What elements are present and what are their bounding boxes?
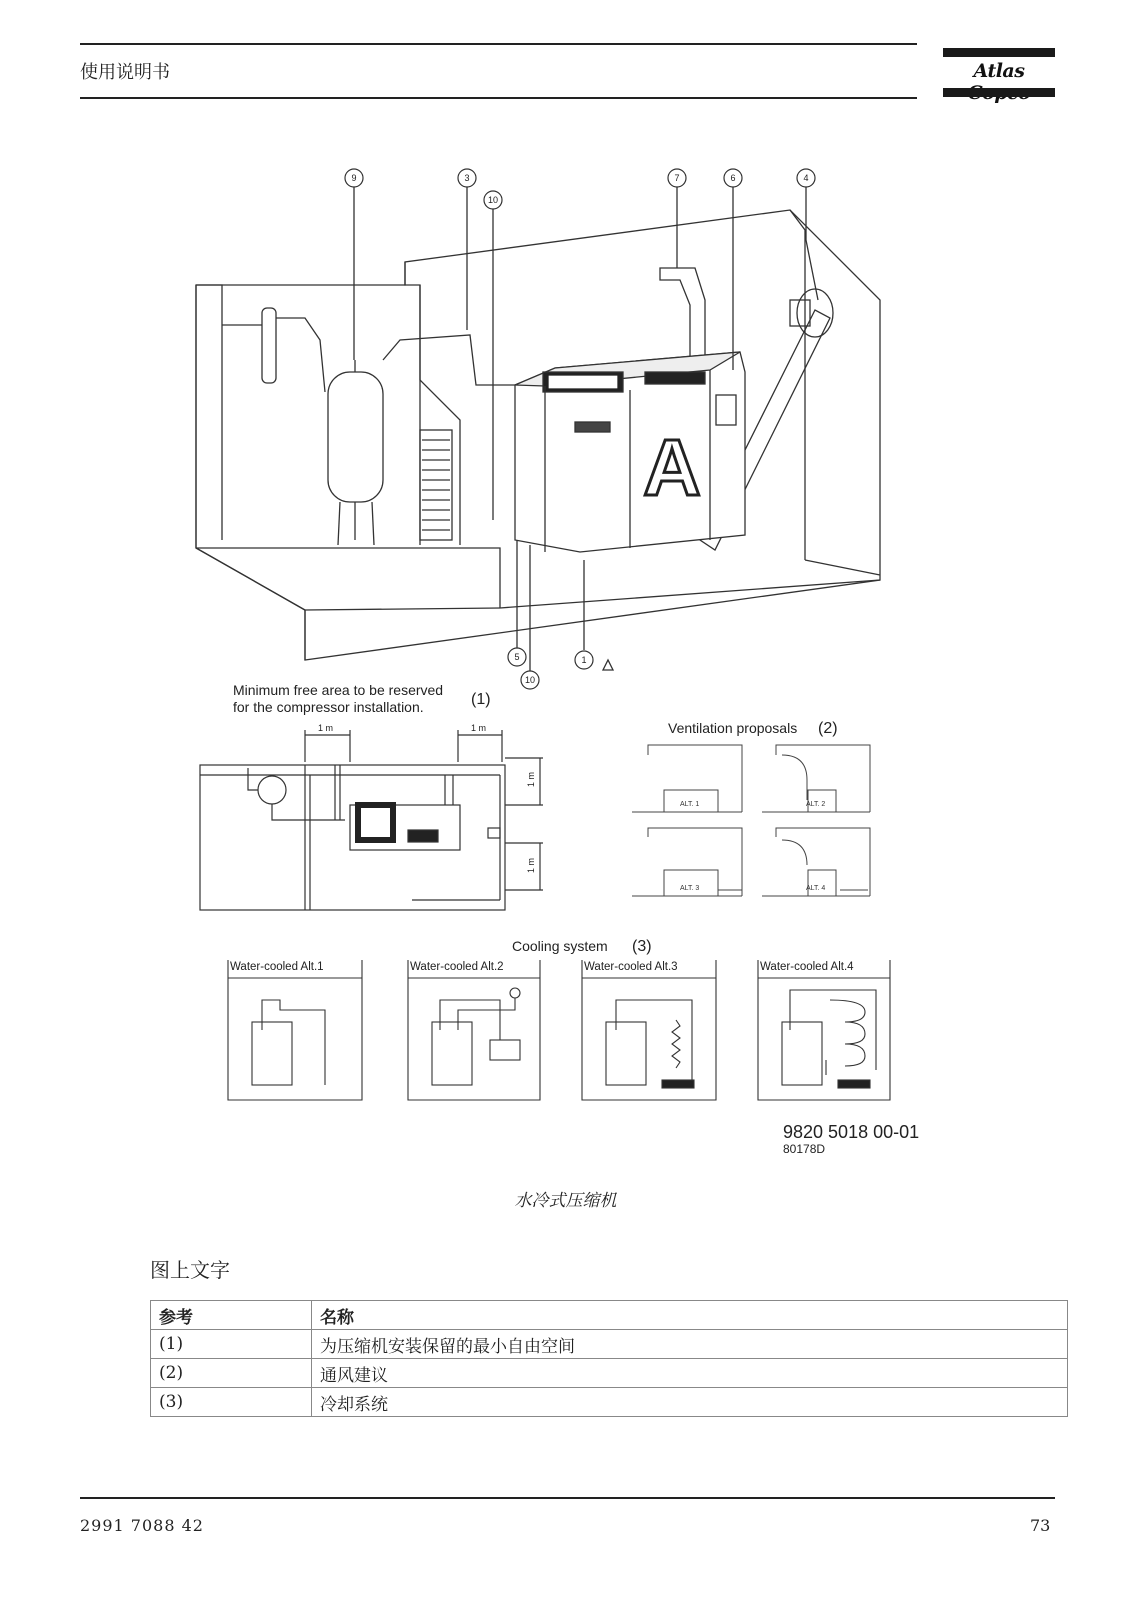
callout-10-top: 10 (487, 195, 499, 205)
reference-table (150, 1300, 1068, 1417)
logo-text: Atlas (973, 60, 1025, 82)
drawing-number: 9820 5018 00-01 (783, 1122, 920, 1142)
footer-rule (80, 1497, 1055, 1499)
compressor-unit (515, 352, 745, 552)
section3-title: Cooling system (512, 938, 608, 954)
alt-label-1: ALT. 1 (680, 801, 700, 808)
section1-title-line2: for the compressor installation. (233, 699, 424, 715)
alt-label-4: ALT. 4 (806, 885, 826, 892)
table-cell-ref: (2) (151, 1359, 312, 1388)
table-row (151, 1388, 1068, 1417)
cooling-systems (228, 960, 890, 1100)
machine-letter: A (643, 423, 701, 512)
callout-10-bottom: 10 (524, 675, 536, 685)
section2-title: Ventilation proposals (668, 720, 798, 736)
dim-label-3: 1 m (526, 771, 536, 787)
ventilation-proposals (632, 745, 870, 896)
table-header-name: 名称 (312, 1301, 1068, 1330)
drawing-code: 80178D (783, 1142, 826, 1156)
callout-5: 5 (514, 652, 520, 662)
section1-number: (1) (471, 691, 491, 708)
section1-title-line1: Minimum free area to be reserved (233, 682, 444, 698)
callout-4: 4 (803, 173, 809, 183)
table-cell-name: 通风建议 (312, 1359, 1068, 1388)
cooling-label-4: Water-cooled Alt.4 (760, 961, 854, 973)
table-row (151, 1359, 1068, 1388)
table-header-row (151, 1301, 1068, 1330)
cooling-label-3: Water-cooled Alt.3 (584, 961, 678, 973)
cooling-label-1: Water-cooled Alt.1 (230, 961, 324, 973)
callout-3: 3 (464, 173, 470, 183)
callout-1: 1 (581, 655, 587, 665)
cooling-label-2: Water-cooled Alt.2 (410, 961, 504, 973)
table-cell-ref: (3) (151, 1388, 312, 1417)
section2-number: (2) (818, 720, 838, 737)
figure-caption: 水冷式压缩机 (514, 1191, 617, 1211)
dim-label-4: 1 m (526, 857, 536, 873)
section3-number: (3) (632, 938, 652, 955)
dim-label-1: 1 m (318, 723, 334, 733)
document-number: 2991 7088 42 (80, 1516, 204, 1535)
callout-9: 9 (351, 173, 357, 183)
dim-label-2: 1 m (471, 723, 487, 733)
callout-6: 6 (730, 173, 736, 183)
table-cell-name: 冷却系统 (312, 1388, 1068, 1417)
table-row (151, 1330, 1068, 1359)
alt-label-3: ALT. 3 (680, 885, 700, 892)
floor-plan (200, 730, 543, 910)
alt-label-2: ALT. 2 (806, 801, 826, 808)
table-cell-ref: (1) (151, 1330, 312, 1359)
page-number: 73 (1030, 1516, 1051, 1535)
callout-7: 7 (674, 173, 680, 183)
table-header-ref: 参考 (151, 1301, 312, 1330)
section-title: 图上文字 (150, 1258, 230, 1282)
table-cell-name: 为压缩机安装保留的最小自由空间 (312, 1330, 1068, 1359)
document-title: 使用说明书 (80, 62, 170, 83)
